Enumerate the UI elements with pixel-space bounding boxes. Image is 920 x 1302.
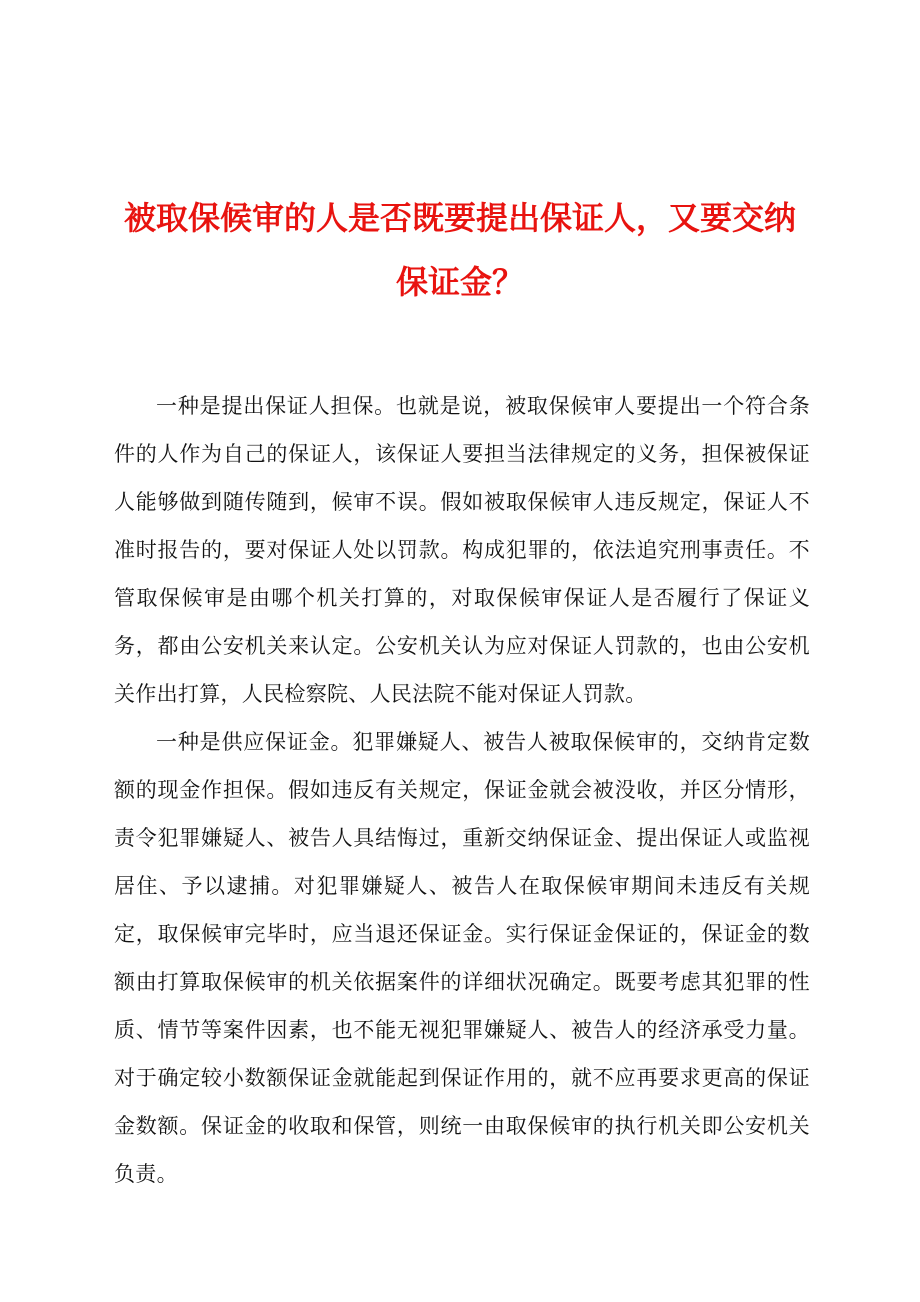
document-body [114,382,810,1198]
paragraph-bail-deposit: 一种是供应保证金。犯罪嫌疑人、被告人被取保候审的，交纳肯定数额的现金作担保。假如违反有关规定，保证金就会被没收，并区分情形，责令犯罪嫌疑人、被告人具结悔过，重新交纳保证金、提出保证人或监视居住、予以逮捕。对犯罪嫌疑人、被告人在取保候审期间未违反有关规定，取保候审完毕时，应当退还保证金。实行保证金保证的，保证金的数额由打算取保候审的机关依据案件的详细状况确定。既要考虑其犯罪的性质、情节等案件因素，也不能无视犯罪嫌疑人、被告人的经济承受力量。对于确定较小数额保证金就能起到保证作用的，就不应再要求更高的保证金数额。保证金的收取和保管，则统一由取保候审的执行机关即公安机关负责。 [114,730,810,1186]
paragraph-guarantor: 一种是提出保证人担保。也就是说，被取保候审人要提出一个符合条件的人作为自己的保证人，该保证人要担当法律规定的义务，担保被保证人能够做到随传随到，候审不误。假如被取保候审人违反规定，保证人不准时报告的，要对保证人处以罚款。构成犯罪的，依法追究刑事责任。不管取保候审是由哪个机关打算的，对取保候审保证人是否履行了保证义务，都由公安机关来认定。公安机关认为应对保证人罚款的，也由公安机关作出打算，人民检察院、人民法院不能对保证人罚款。 [114,394,810,706]
document-title: 被取保候审的人是否既要提出保证人，又要交纳保证金？ [123,199,796,301]
